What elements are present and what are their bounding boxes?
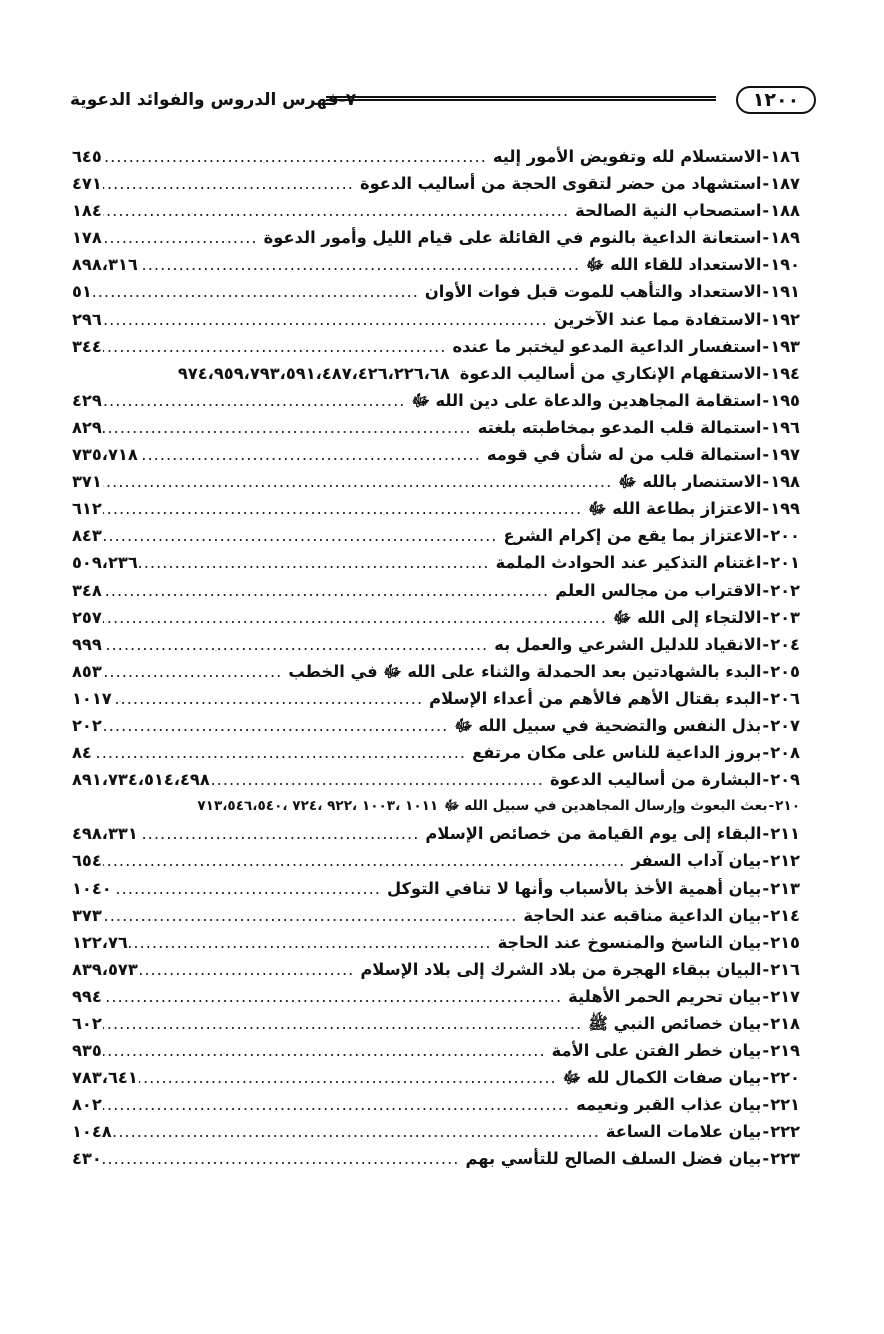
entry-dash: - (762, 824, 770, 844)
index-entry (72, 766, 800, 793)
index-entry (72, 360, 800, 387)
entry-title: استفسار الداعية المدعو ليختبر ما عنده (452, 336, 762, 356)
index-entry (72, 495, 800, 522)
dot-leader (139, 956, 355, 983)
entry-pages: ٥١ (72, 282, 92, 302)
entry-number: ٢٠٣ (770, 607, 800, 627)
entry-pages: ٣٧١ (72, 472, 102, 492)
dot-leader (103, 577, 549, 604)
index-entry (72, 902, 800, 929)
entry-title: بذل النفس والتضحية في سبيل الله ﷻ (454, 715, 762, 735)
entry-number: ٢١٧ (770, 986, 800, 1006)
entry-pages: ٩٩٩ (72, 634, 102, 654)
entry-pages: ١٠١١ ،١٠٠٣ ،٩٢٢ ،٧٢٤ ،٧١٣،٥٤٦،٥٤٠ (197, 798, 439, 815)
entry-title: بروز الداعية للناس على مكان مرتفع (472, 743, 762, 763)
entry-dash: - (762, 526, 770, 546)
entry-title: بيان آداب السفر (631, 851, 762, 871)
entry-dash: - (762, 986, 770, 1006)
entry-number: ٢٠١ (770, 553, 800, 573)
entry-pages: ٣٤٤ (72, 336, 102, 356)
entry-number: ٢٠٤ (770, 634, 800, 654)
entry-title: بيان علامات الساعة (605, 1122, 762, 1142)
dot-leader (113, 1118, 600, 1145)
entry-dash: - (762, 363, 770, 383)
entry-pages: ٨٣٩،٥٧٣ (72, 959, 138, 979)
entry-number: ٢٢١ (770, 1095, 800, 1115)
dot-leader (103, 306, 548, 333)
dot-leader (139, 251, 580, 278)
entry-number: ٢١٠ (775, 798, 800, 815)
entry-title: الاستفادة مما عند الآخرين (553, 309, 762, 329)
entry-pages: ٩٩٤ (72, 986, 102, 1006)
entry-title: البدء بقتال الأهم فالأهم من أعداء الإسلام (429, 688, 762, 708)
entry-number: ٢١٢ (770, 851, 800, 871)
index-entry (72, 441, 800, 468)
entry-dash: - (762, 390, 770, 410)
entry-dash: - (762, 282, 770, 302)
index-entry (72, 577, 800, 604)
dot-leader (103, 387, 406, 414)
entry-title: استعانة الداعية بالنوم في القائلة على قيام الليل وأمور الدعوة (263, 228, 762, 248)
header-rule (326, 96, 716, 101)
entry-number: ١٩٢ (770, 309, 800, 329)
entry-pages: ٩٧٤،٩٥٩،٧٩٣،٥٩١،٤٨٧،٤٢٦،٢٢٦،٦٨ (177, 363, 450, 383)
entry-title: البيان ببقاء الهجرة من بلاد الشرك إلى بلاد الإسلام (360, 959, 762, 979)
entry-dash: - (762, 174, 770, 194)
entry-dash: - (762, 607, 770, 627)
entry-dash: - (762, 1149, 770, 1169)
entry-number: ١٩٨ (770, 472, 800, 492)
entry-dash: - (762, 1014, 770, 1033)
entry-pages: ١٠١٧ (72, 688, 112, 708)
entry-pages: ٢٠٢ (72, 715, 102, 735)
chapter-title: ٧-فهرس الدروس والفوائد الدعوية (70, 90, 357, 110)
entry-pages: ١٢٢،٧٦ (72, 932, 128, 952)
entry-dash: - (762, 634, 770, 654)
entry-title: البدء بالشهادتين بعد الحمدلة والثناء على الله ﷻ في الخطب (288, 661, 762, 681)
dot-leader (103, 1091, 570, 1118)
entry-dash: - (762, 445, 770, 465)
entry-number: ١٨٨ (770, 201, 800, 221)
page-header (70, 84, 816, 118)
index-entry (72, 793, 800, 820)
dot-leader (103, 604, 607, 631)
entry-dash: - (762, 201, 770, 221)
dot-leader (103, 658, 283, 685)
index-entry (72, 739, 800, 766)
entry-pages: ٦٤٥ (72, 147, 102, 166)
entry-number: ٢١٤ (770, 905, 800, 925)
index-entry (72, 685, 800, 712)
entry-pages: ٢٥٧ (72, 607, 102, 627)
entry-dash: - (762, 1122, 770, 1142)
index-entry (72, 847, 800, 874)
index-entry (72, 983, 800, 1010)
entry-number: ٢٢٠ (770, 1068, 800, 1088)
entry-dash: - (762, 580, 770, 600)
entry-dash: - (762, 905, 770, 925)
dot-leader (103, 712, 449, 739)
entry-number: ٢٠٩ (770, 770, 800, 790)
index-entry (72, 1091, 800, 1118)
dot-leader (103, 143, 487, 170)
entry-pages: ٤٧١ (72, 174, 102, 194)
entry-pages: ٣٧٣ (72, 905, 102, 925)
entry-pages: ٩٣٥ (72, 1041, 102, 1061)
dot-leader (139, 549, 490, 576)
dot-leader (103, 224, 258, 251)
index-entry (72, 875, 800, 902)
index-entry (72, 1145, 800, 1172)
dot-leader (103, 522, 498, 549)
entry-number: ١٩٦ (770, 417, 800, 437)
entry-title: بيان تحريم الحمر الأهلية (568, 986, 762, 1006)
entry-number: ١٨٧ (770, 174, 800, 194)
entry-dash: - (762, 770, 770, 790)
dot-leader (103, 170, 354, 197)
entry-title: بعث البعوث وإرسال المجاهدين في سبيل الله ﷻ (444, 798, 768, 815)
entry-dash: - (762, 309, 770, 329)
entry-pages: ٢٩٦ (72, 309, 102, 329)
entry-number: ١٨٩ (770, 228, 800, 248)
entry-title: بيان الناسخ والمنسوخ عند الحاجة (497, 932, 762, 952)
entry-title: الالتجاء إلى الله ﷻ (613, 607, 762, 627)
entry-title: الاستعداد والتأهب للموت قبل فوات الأوان (424, 282, 762, 302)
entry-number: ٢١٦ (770, 959, 800, 979)
entry-title: بيان خصائص النبي ﷺ (588, 1014, 762, 1033)
index-entry (72, 1010, 800, 1037)
entry-title: بيان فضل السلف الصالح للتأسي بهم (465, 1149, 762, 1169)
dot-leader (103, 495, 582, 522)
index-entry (72, 1064, 800, 1091)
entry-pages: ٤٩٨،٣٣١ (72, 824, 138, 844)
index-entry (72, 333, 800, 360)
entry-title: الاستنصار بالله ﷻ (618, 472, 762, 492)
entry-title: البقاء إلى يوم القيامة من خصائص الإسلام (425, 824, 762, 844)
entry-pages: ٨٤ (72, 743, 92, 763)
dot-leader (103, 1037, 546, 1064)
entry-number: ١٩٧ (770, 445, 800, 465)
entry-title: استشهاد من حضر لتقوى الحجة من أساليب الدعوة (359, 174, 762, 194)
entry-dash: - (762, 743, 770, 763)
entry-number: ١٩٣ (770, 336, 800, 356)
entry-number: ١٩٤ (770, 363, 800, 383)
entry-dash: - (762, 715, 770, 735)
dot-leader (103, 983, 562, 1010)
entry-title: الاستفهام الإنكاري من أساليب الدعوة (459, 363, 762, 383)
entry-title: البشارة من أساليب الدعوة (549, 770, 762, 790)
entry-pages: ٦٥٤ (72, 851, 102, 871)
entry-dash: - (762, 472, 770, 492)
index-entry (72, 306, 800, 333)
index-entry (72, 820, 800, 847)
entry-dash: - (762, 228, 770, 248)
entry-dash: - (762, 1041, 770, 1061)
entry-number: ٢١٩ (770, 1041, 800, 1061)
entry-dash: - (762, 932, 770, 952)
entry-number: ٢٢٣ (770, 1149, 800, 1169)
entry-title: الانقياد للدليل الشرعي والعمل به (494, 634, 762, 654)
entry-pages: ٨٤٣ (72, 526, 102, 546)
dot-leader (113, 685, 423, 712)
entry-number: ٢١٣ (770, 878, 800, 898)
entry-dash: - (762, 499, 770, 519)
entry-number: ٢٢٢ (770, 1122, 800, 1142)
entry-title: استمالة قلب من له شأن في قومه (486, 445, 762, 465)
entry-dash: - (762, 688, 770, 708)
dot-leader (103, 414, 472, 441)
dot-leader (103, 197, 569, 224)
entry-number: ١٩٠ (770, 255, 800, 275)
entry-dash: - (762, 661, 770, 681)
dot-leader (103, 333, 447, 360)
entry-title: بيان عذاب القبر ونعيمه (576, 1095, 762, 1115)
dot-leader (211, 766, 544, 793)
entry-title: استصحاب النية الصالحة (575, 201, 762, 221)
entry-number: ٢٠٧ (770, 715, 800, 735)
entry-pages: ١٨٤ (72, 201, 102, 221)
entry-pages: ٨٢٩ (72, 417, 102, 437)
index-entry (72, 604, 800, 631)
entry-pages: ١٠٤٠ (72, 878, 112, 898)
index-entry (72, 387, 800, 414)
entry-pages: ٧٨٣،٦٤١ (72, 1068, 138, 1088)
entry-title: بيان الداعية مناقبه عند الحاجة (523, 905, 762, 925)
entry-pages: ٤٣٠ (72, 1149, 102, 1169)
entry-title: بيان خطر الفتن على الأمة (551, 1041, 762, 1061)
index-entry (72, 956, 800, 983)
entry-dash: - (762, 147, 770, 166)
entry-number: ٢١١ (770, 824, 800, 844)
entry-number: ١٩١ (770, 282, 800, 302)
dot-leader (139, 441, 481, 468)
index-entry (72, 522, 800, 549)
dot-leader (103, 902, 518, 929)
entry-title: استقامة المجاهدين والدعاة على دين الله ﷻ (411, 390, 762, 410)
entry-title: الاستعداد للقاء الله ﷻ (586, 255, 762, 275)
dot-leader (139, 820, 420, 847)
dot-leader (103, 1010, 582, 1037)
index-entry (72, 549, 800, 576)
entry-title: الاستسلام لله وتفويض الأمور إليه (492, 147, 762, 166)
index-entry (72, 468, 800, 495)
index-entry (72, 278, 800, 305)
entry-number: ٢٠٦ (770, 688, 800, 708)
entry-pages: ٤٢٩ (72, 390, 102, 410)
entry-title: الاعتزاز بما يقع من إكرام الشرع (503, 526, 762, 546)
entry-dash: - (762, 851, 770, 871)
index-entry (72, 224, 800, 251)
index-entry (72, 197, 800, 224)
entry-title: بيان أهمية الأخذ بالأسباب وأنها لا تنافي التوكل (386, 878, 762, 898)
entry-number: ١٩٩ (770, 499, 800, 519)
entry-dash: - (762, 878, 770, 898)
dot-leader (103, 847, 626, 874)
index-entry (72, 658, 800, 685)
index-entry (72, 414, 800, 441)
dot-leader (93, 278, 419, 305)
entry-pages: ١٧٨ (72, 228, 102, 248)
entry-number: ٢١٨ (770, 1014, 800, 1033)
entry-number: ١٨٦ (770, 147, 800, 166)
entry-title: الاقتراب من مجالس العلم (555, 580, 762, 600)
entry-number: ٢٠٨ (770, 743, 800, 763)
entry-dash: - (762, 417, 770, 437)
entry-dash: - (762, 553, 770, 573)
entry-dash: - (762, 959, 770, 979)
entry-title: الاعتزاز بطاعة الله ﷻ (588, 499, 762, 519)
page-number: ١٢٠٠ (736, 86, 816, 114)
index-entry (72, 631, 800, 658)
index-entry (72, 143, 800, 170)
entry-pages: ١٠٤٨ (72, 1122, 112, 1142)
entry-number: ٢٠٥ (770, 661, 800, 681)
entry-pages: ٦١٢ (72, 499, 102, 519)
index-entry (72, 251, 800, 278)
entry-pages: ٨٩١،٧٣٤،٥١٤،٤٩٨ (72, 770, 210, 790)
entry-title: بيان صفات الكمال لله ﷻ (562, 1068, 762, 1088)
entry-number: ٢٠٢ (770, 580, 800, 600)
index-entry (72, 170, 800, 197)
entry-pages: ٨٥٣ (72, 661, 102, 681)
index-entry (72, 929, 800, 956)
entry-dash: - (762, 1095, 770, 1115)
entry-pages: ٨٩٨،٣١٦ (72, 255, 138, 275)
entry-title: اغتنام التذكير عند الحوادث الملمة (495, 553, 762, 573)
index-entry (72, 1118, 800, 1145)
entry-dash: - (762, 255, 770, 275)
dot-leader (103, 1145, 460, 1172)
entry-pages: ٧٣٥،٧١٨ (72, 445, 138, 465)
entry-pages: ٨٠٢ (72, 1095, 102, 1115)
entry-dash: - (762, 1068, 770, 1088)
dot-leader (93, 739, 466, 766)
dot-leader (103, 631, 488, 658)
entry-number: ٢١٥ (770, 932, 800, 952)
entry-pages: ٦٠٢ (72, 1014, 102, 1033)
dot-leader (139, 1064, 557, 1091)
index-entry (72, 1037, 800, 1064)
index-list (72, 143, 800, 1173)
entry-dash: - (762, 336, 770, 356)
dot-leader (113, 875, 381, 902)
dot-leader (103, 468, 612, 495)
index-entry (72, 712, 800, 739)
entry-dash: - (768, 798, 775, 815)
entry-pages: ٥٠٩،٢٣٦ (72, 553, 138, 573)
entry-pages: ٣٤٨ (72, 580, 102, 600)
entry-number: ٢٠٠ (770, 526, 800, 546)
entry-title: استمالة قلب المدعو بمخاطبته بلغته (477, 417, 762, 437)
dot-leader (129, 929, 492, 956)
entry-number: ١٩٥ (770, 390, 800, 410)
